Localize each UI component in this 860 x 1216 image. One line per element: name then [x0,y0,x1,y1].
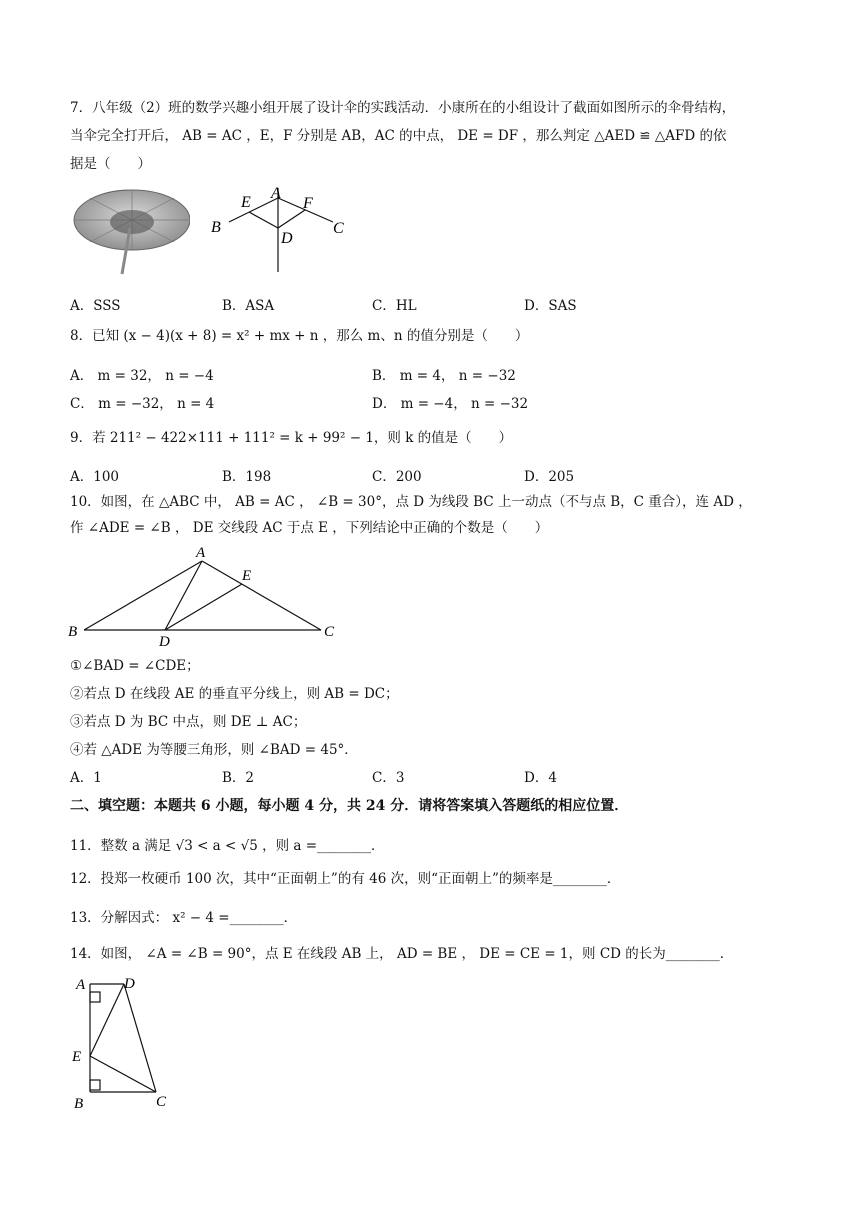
q14-figure [68,972,188,1114]
q12-text: 12．投郑一枚硬币 100 次，其中“正面朝上”的有 46 次，则“正面朝上”的频率是________． [70,871,621,887]
q7-label-a: A [271,186,281,202]
q10-option-c: C．3 [372,770,405,786]
q7-option-c: C．HL [372,298,417,314]
q11-text: 11．整数 a 满足 √3 < a < √5 ，则 a =________． [70,838,385,854]
q10-statement-1: ①∠BAD = ∠CDE； [70,658,200,674]
q10-line1: 10．如图，在 △ABC 中， AB = AC ， ∠B = 30°，点 D 为线段 BC 上一动点（不与点 B，C 重合），连 AD ， [70,494,752,510]
q7-line1: 7．八年级（2）班的数学兴趣小组开展了设计伞的实践活动．小康所在的小组设计了截面如图所示的伞骨结构， [70,100,736,116]
q9-text: 9．若 211² − 422×111 + 111² = k + 99² − 1，则 k 的值是（ ） [70,430,513,446]
umbrella-photo [70,188,190,280]
q7-option-b: B．ASA [222,298,275,314]
q7-line3: 据是（ ） [70,156,151,172]
q14-label-a: A [76,977,86,993]
q10-option-d: D．4 [524,770,557,786]
q10-label-b: B [68,624,78,640]
q10-option-b: B．2 [222,770,255,786]
q9-option-b: B．198 [222,469,272,485]
section-2-heading: 二、填空题：本题共 6 小题，每小题 4 分，共 24 分．请将答案填入答题纸的相应位置． [70,798,629,814]
q14-label-c: C [156,1094,167,1110]
q10-statement-3: ③若点 D 为 BC 中点，则 DE ⊥ AC； [70,714,307,730]
q10-label-e: E [242,568,252,584]
q7-option-d: D．SAS [524,298,577,314]
q14-label-b: B [74,1096,84,1112]
q10-label-d: D [159,634,170,650]
q10-figure [66,542,356,652]
q9-option-a: A．100 [70,469,120,485]
q10-statement-2: ②若点 D 在线段 AE 的垂直平分线上，则 AB = DC； [70,686,399,702]
q7-label-d: D [281,230,293,247]
q7-line2: 当伞完全打开后， AB = AC ，E，F 分别是 AB，AC 的中点， DE = DF ，那么判定 △AED ≌ △AFD 的依 [70,128,727,144]
q7-option-a: A．SSS [70,298,121,314]
q14-label-d: D [124,976,135,992]
q10-line2: 作 ∠ADE = ∠B ， DE 交线段 AC 于点 E ，下列结论中正确的个数是（ ） [70,520,549,536]
q7-label-e: E [241,194,251,211]
q8-option-a: A． m = 32， n = −4 [70,368,214,384]
q13-text: 13．分解因式： x² − 4 =________． [70,910,298,926]
q10-option-a: A．1 [70,770,102,786]
q9-option-c: C．200 [372,469,422,485]
q8-text: 8．已知 (x − 4)(x + 8) = x² + mx + n ，那么 m、n 的值分别是（ ） [70,328,529,344]
q7-figure [205,186,355,276]
q8-option-c: C． m = −32， n = 4 [70,396,215,412]
q7-label-b: B [211,219,221,236]
q7-label-c: C [333,220,344,237]
q10-label-a: A [196,545,206,561]
q8-option-d: D． m = −4， n = −32 [372,396,529,412]
q10-statement-4: ④若 △ADE 为等腰三角形，则 ∠BAD = 45°． [70,742,358,758]
q7-label-f: F [303,195,313,212]
q14-label-e: E [72,1049,82,1065]
q8-option-b: B． m = 4， n = −32 [372,368,516,384]
q10-label-c: C [324,624,335,640]
q14-text: 14．如图， ∠A = ∠B = 90°，点 E 在线段 AB 上， AD = BE ， DE = CE = 1，则 CD 的长为________． [70,946,734,962]
q9-option-d: D．205 [524,469,575,485]
